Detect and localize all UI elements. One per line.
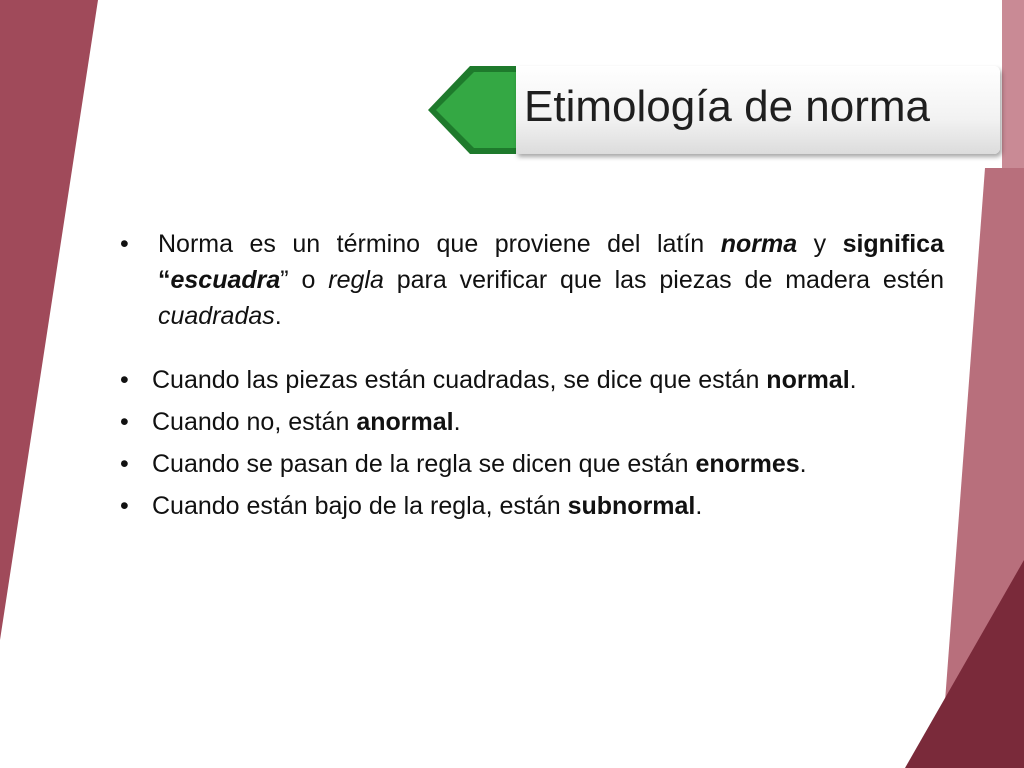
bullet5-term-subnormal: subnormal: [567, 492, 696, 520]
bullet4-text-2: .: [799, 450, 807, 478]
bullet1-text-3: ” o: [280, 266, 329, 294]
bullet1-term-escuadra: escuadra: [170, 266, 281, 294]
left-maroon-band: [0, 0, 98, 640]
slide-content: [110, 226, 944, 524]
bullet1-significa: significa: [842, 230, 944, 258]
bullet1-text-1: Norma es un término que proviene del latín: [158, 230, 721, 258]
page-title: Etimología de norma: [524, 82, 930, 131]
bullet1-term-norma: norma: [720, 230, 798, 258]
bullet1-term-cuadradas: cuadradas: [158, 302, 275, 330]
bullet-dot: •: [120, 492, 129, 520]
bullet-dot: •: [120, 408, 129, 436]
bullet2-text-1: Cuando las piezas están cuadradas, se dice que están: [152, 366, 767, 394]
bullet3-text-1: Cuando no, están: [152, 408, 357, 436]
bullet-dot: •: [120, 230, 129, 258]
bullet-dot: •: [120, 366, 129, 394]
bullet-dot: •: [120, 450, 129, 478]
bullet1-text-5: .: [274, 302, 282, 330]
bullet-item-1: [110, 226, 944, 334]
bullet5-text-1: Cuando están bajo de la regla, están: [152, 492, 568, 520]
bullet2-text-2: .: [849, 366, 857, 394]
bullet5-text-2: .: [695, 492, 703, 520]
bullet2-term-normal: normal: [766, 366, 850, 394]
bullet1-text-4: para verificar que las piezas de madera estén: [383, 266, 945, 294]
bullet3-term-anormal: anormal: [356, 408, 454, 436]
bullet1-open-quote: “: [158, 266, 171, 294]
bullet-item-3: [110, 404, 944, 440]
bullet3-text-2: .: [453, 408, 461, 436]
bullet1-term-regla: regla: [328, 266, 384, 294]
bullet-item-2: [110, 362, 944, 398]
bullet4-term-enormes: enormes: [695, 450, 800, 478]
bullet-item-4: [110, 446, 944, 482]
bullet-item-5: [110, 488, 944, 524]
bullet1-text-2: y: [797, 230, 843, 258]
bullet4-text-1: Cuando se pasan de la regla se dicen que están: [152, 450, 696, 478]
